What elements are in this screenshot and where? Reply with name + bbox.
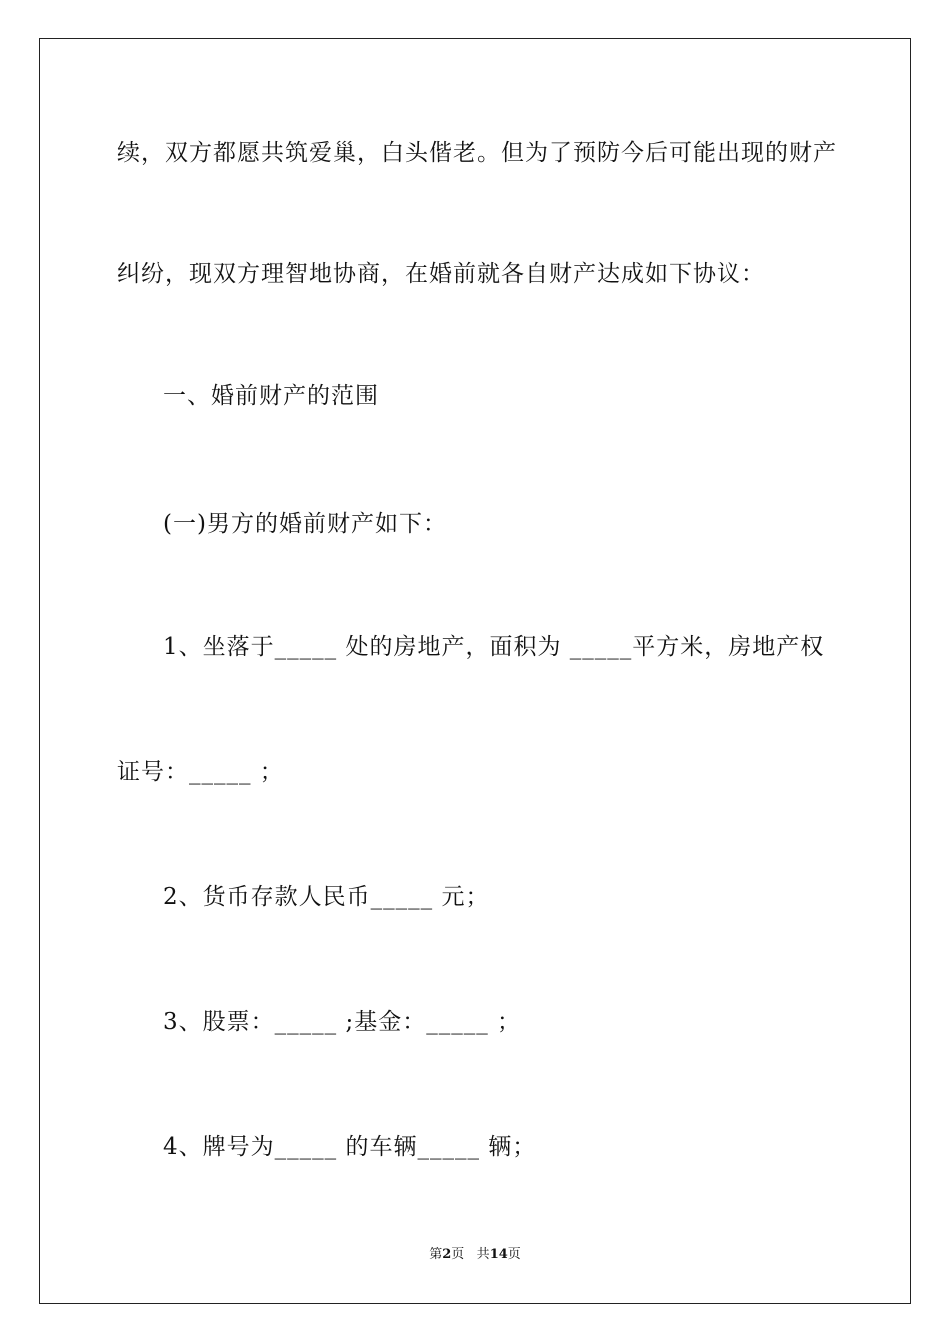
body-line-2: 纠纷，现双方理智地协商，在婚前就各自财产达成如下协议：: [117, 261, 765, 287]
footer-total-pages: 14: [489, 1247, 508, 1262]
footer-total-prefix: 共: [476, 1247, 490, 1262]
clause-1-continued: 证号：_____ ；: [117, 759, 284, 785]
footer-page-number: 2: [442, 1247, 452, 1262]
section-heading: 一、婚前财产的范围: [163, 383, 379, 409]
clause-1: 1、坐落于_____ 处的房地产，面积为 _____平方米，房地产权: [163, 634, 825, 660]
footer-page-suffix: 页: [451, 1247, 465, 1262]
page-footer: [0, 1246, 950, 1264]
page-frame: [39, 38, 911, 1304]
clause-2: 2、货币存款人民币_____ 元；: [163, 884, 490, 910]
clause-4: 4、牌号为_____ 的车辆_____ 辆；: [163, 1134, 537, 1160]
footer-total-suffix: 页: [507, 1247, 521, 1262]
subsection-heading: (一)男方的婚前财产如下：: [163, 511, 447, 537]
body-line-1: 续，双方都愿共筑爱巢，白头偕老。但为了预防今后可能出现的财产: [117, 140, 837, 166]
clause-3: 3、股票：_____ ;基金：_____ ；: [163, 1009, 522, 1035]
footer-prefix: 第: [429, 1247, 443, 1262]
